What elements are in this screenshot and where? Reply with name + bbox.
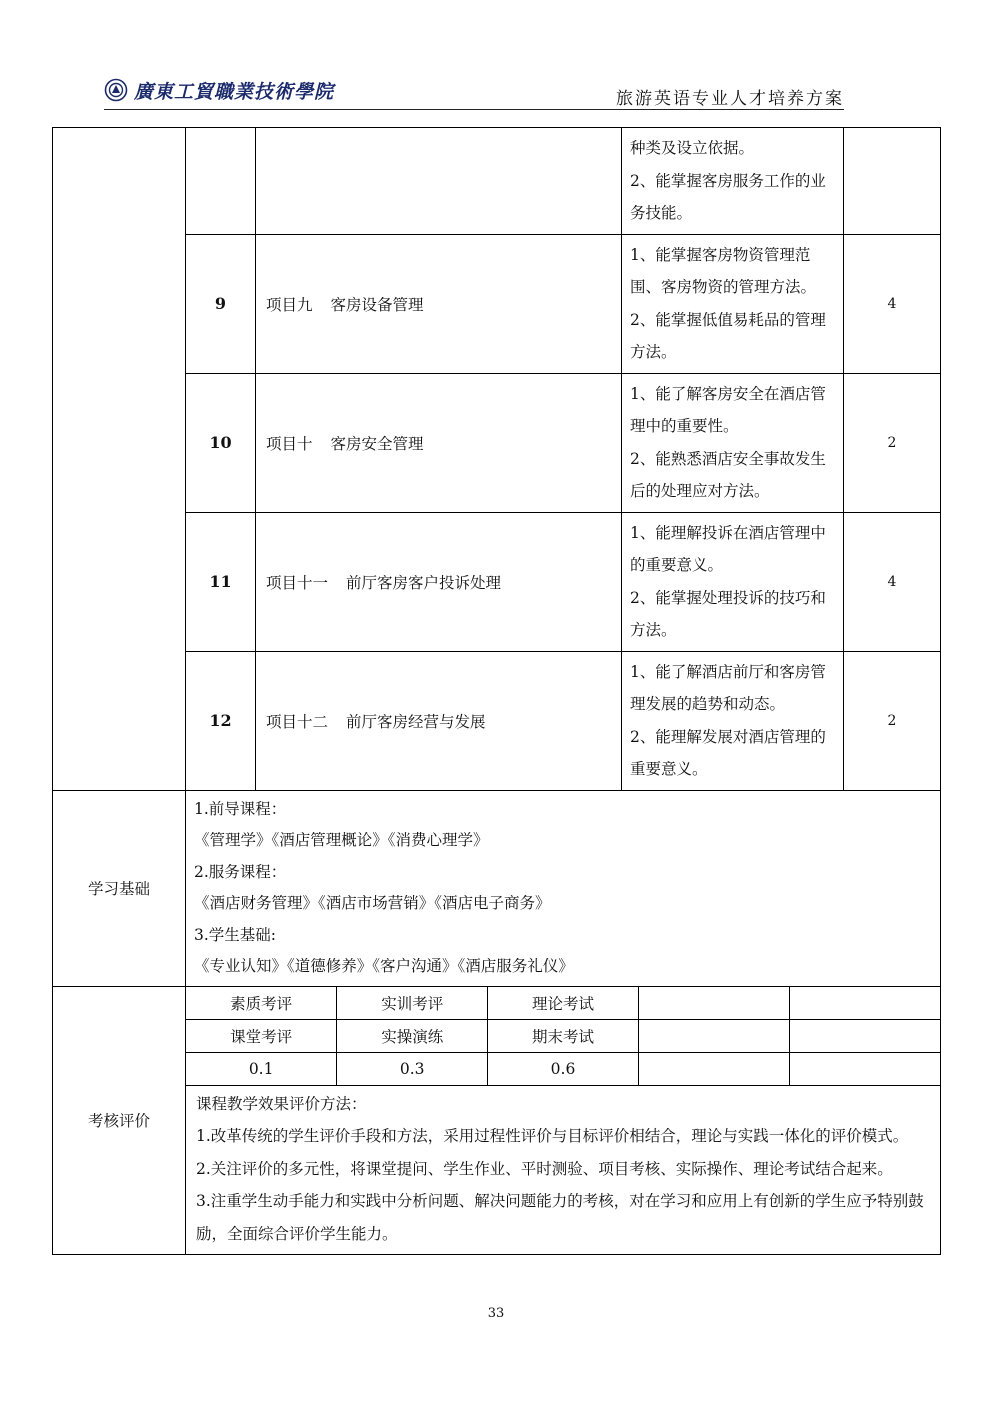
learning-basis-content: 1.前导课程： 《管理学》《酒店管理概论》《消费心理学》 2.服务课程： 《酒店财务管理》《酒店市场营销》《酒店电子商务》 3.学生基础: 《专业认知》《道德修养》《客户沟通》《酒店服务礼仪》 bbox=[186, 790, 941, 986]
school-emblem-icon bbox=[104, 78, 128, 102]
page-header bbox=[104, 70, 844, 110]
module-hours: 2 bbox=[844, 651, 941, 790]
school-logo bbox=[104, 76, 334, 104]
grid-cell: 0.6 bbox=[488, 1052, 639, 1085]
module-goals: 1、能掌握客房物资管理范围、客房物资的管理方法。 2、能掌握低值易耗品的管理方法。 bbox=[622, 234, 844, 373]
module-row bbox=[53, 651, 941, 790]
module-number: 11 bbox=[186, 512, 256, 651]
evaluation-method-text: 课程教学效果评价方法： 1.改革传统的学生评价手段和方法，采用过程性评价与目标评价相结合，理论与实践一体化的评价模式。 2.关注评价的多元性，将课堂提问、学生作业、平时测验、项目考核、实际操作、理论考试结合起来。 3.注重学生动手能力和实践中分析问题、解决问题能力的考核，对在学习和应用上有创新的学生应予特别鼓励，全面综合评价学生能力。 bbox=[196, 1094, 924, 1243]
grid-cell: 素质考评 bbox=[186, 987, 337, 1020]
module-goals: 1、能理解投诉在酒店管理中的重要意义。 2、能掌握处理投诉的技巧和方法。 bbox=[622, 512, 844, 651]
header-divider bbox=[104, 109, 844, 110]
module-goals: 种类及设立依据。 2、能掌握客房服务工作的业务技能。 bbox=[622, 128, 844, 235]
module-project bbox=[256, 128, 622, 235]
evaluation-row bbox=[53, 986, 941, 1255]
module-number bbox=[186, 128, 256, 235]
grid-cell: 期末考试 bbox=[488, 1019, 639, 1052]
module-row bbox=[53, 373, 941, 512]
grid-cell: 0.1 bbox=[186, 1052, 337, 1085]
module-project: 项目九 客房设备管理 bbox=[256, 234, 622, 373]
module-row bbox=[53, 128, 941, 235]
module-project: 项目十一 前厅客房客户投诉处理 bbox=[256, 512, 622, 651]
module-project: 项目十二 前厅客房经营与发展 bbox=[256, 651, 622, 790]
document-title: 旅游英语专业人才培养方案 bbox=[616, 89, 844, 109]
grid-cell bbox=[789, 1019, 940, 1052]
grid-cell: 理论考试 bbox=[488, 987, 639, 1020]
grid-cell: 实操演练 bbox=[337, 1019, 488, 1052]
learning-basis-label: 学习基础 bbox=[53, 790, 186, 986]
module-hours bbox=[844, 128, 941, 235]
module-row bbox=[53, 512, 941, 651]
evaluation-weight-grid bbox=[186, 987, 940, 1086]
learning-basis-row bbox=[53, 790, 941, 986]
module-number: 9 bbox=[186, 234, 256, 373]
module-row bbox=[53, 234, 941, 373]
grid-cell bbox=[638, 1019, 789, 1052]
grid-cell: 0.3 bbox=[337, 1052, 488, 1085]
module-hours: 4 bbox=[844, 234, 941, 373]
module-number: 12 bbox=[186, 651, 256, 790]
evaluation-content bbox=[186, 986, 941, 1255]
grid-cell: 实训考评 bbox=[337, 987, 488, 1020]
grid-cell bbox=[789, 987, 940, 1020]
grid-cell: 课堂考评 bbox=[186, 1019, 337, 1052]
module-number: 10 bbox=[186, 373, 256, 512]
evaluation-label: 考核评价 bbox=[53, 986, 186, 1255]
module-side-cell bbox=[53, 128, 186, 791]
grid-cell bbox=[638, 987, 789, 1020]
grid-cell bbox=[638, 1052, 789, 1085]
page-number: 33 bbox=[487, 1306, 505, 1321]
module-project: 项目十 客房安全管理 bbox=[256, 373, 622, 512]
module-hours: 2 bbox=[844, 373, 941, 512]
grid-cell bbox=[789, 1052, 940, 1085]
curriculum-table bbox=[52, 127, 940, 1255]
module-goals: 1、能了解酒店前厅和客房管理发展的趋势和动态。 2、能理解发展对酒店管理的重要意义。 bbox=[622, 651, 844, 790]
module-goals: 1、能了解客房安全在酒店管理中的重要性。 2、能熟悉酒店安全事故发生后的处理应对方法。 bbox=[622, 373, 844, 512]
module-hours: 4 bbox=[844, 512, 941, 651]
school-name: 廣東工貿職業技術學院 bbox=[134, 80, 335, 103]
